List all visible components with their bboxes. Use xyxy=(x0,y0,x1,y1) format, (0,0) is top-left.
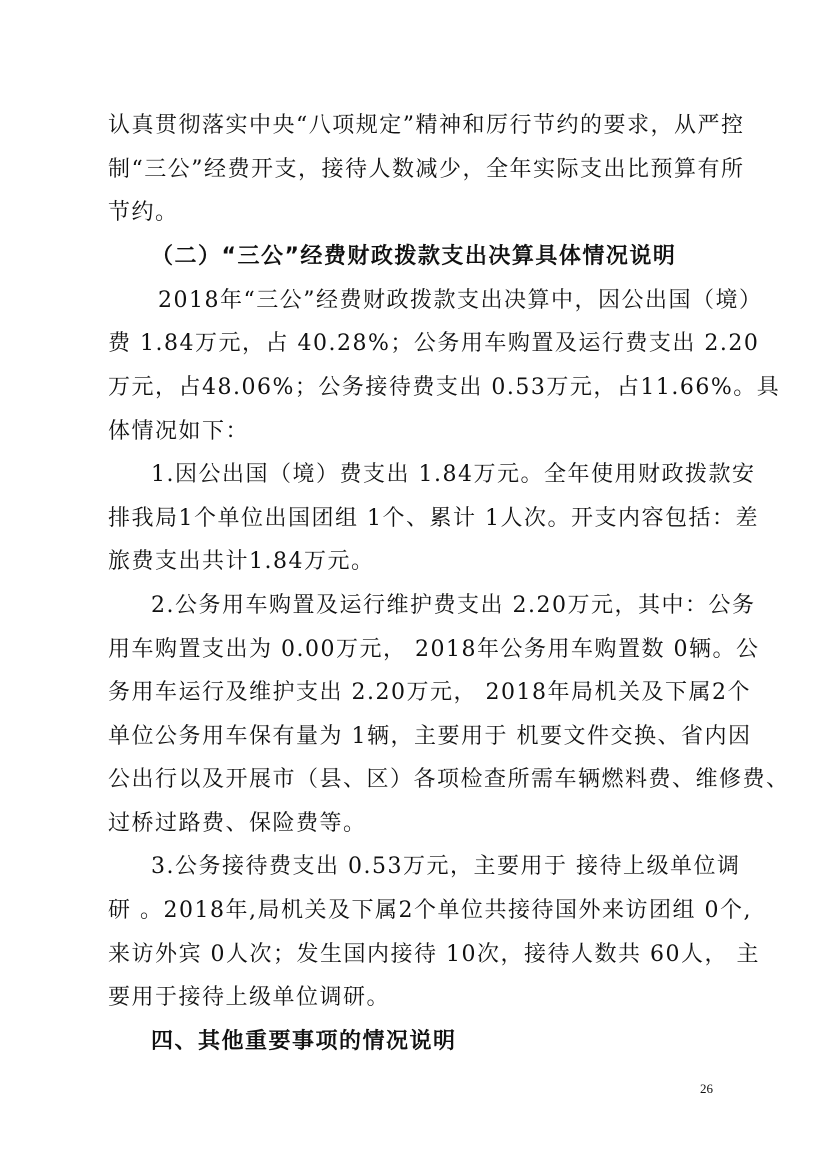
paragraph-line: 要用于接待上级单位调研。 xyxy=(108,985,391,1010)
section-heading: （二）“三公”经费财政拨款支出决算具体情况说明 xyxy=(151,244,677,269)
paragraph-line: 2.公务用车购置及运行维护费支出 2.20万元，其中：公务 xyxy=(151,593,756,618)
paragraph-line: 体情况如下： xyxy=(108,419,250,444)
paragraph-line: 公出行以及开展市（县、区）各项检查所需车辆燃料费、维修费、 xyxy=(108,767,790,792)
section-heading: 四、其他重要事项的情况说明 xyxy=(151,1029,457,1054)
paragraph-line: 排我局1个单位出国团组 1个、累计 1人次。开支内容包括：差 xyxy=(108,506,759,531)
paragraph-line: 来访外宾 0人次；发生国内接待 10次，接待人数共 60人， 主 xyxy=(108,942,760,967)
paragraph-line: 单位公务用车保有量为 1辆，主要用于 机要文件交换、省内因 xyxy=(108,724,752,749)
paragraph-line: 节约。 xyxy=(108,200,179,225)
paragraph-line: 1.因公出国（境）费支出 1.84万元。全年使用财政拨款安 xyxy=(151,462,756,487)
paragraph-line: 旅费支出共计1.84万元。 xyxy=(108,549,375,574)
paragraph-line: 认真贯彻落实中央“八项规定”精神和厉行节约的要求，从严控 xyxy=(108,113,745,138)
paragraph-line: 费 1.84万元，占 40.28%；公务用车购置及运行费支出 2.20 xyxy=(108,331,760,356)
paragraph-line: 研 。2018年,局机关及下属2个单位共接待国外来访团组 0个, xyxy=(108,898,752,923)
page-number: 26 xyxy=(700,1081,713,1096)
paragraph-line: 制“三公”经费开支，接待人数减少，全年实际支出比预算有所 xyxy=(108,157,745,182)
paragraph-line: 务用车运行及维护支出 2.20万元， 2018年局机关及下属2个 xyxy=(108,680,751,705)
paragraph-line: 2018年“三公”经费财政拨款支出决算中，因公出国（境） xyxy=(158,288,763,313)
paragraph-line: 用车购置支出为 0.00万元， 2018年公务用车购置数 0辆。公 xyxy=(108,637,760,662)
paragraph-line: 万元，占48.06%；公务接待费支出 0.53万元，占11.66%。具 xyxy=(108,375,781,400)
paragraph-line: 3.公务接待费支出 0.53万元，主要用于 接待上级单位调 xyxy=(151,854,741,879)
paragraph-line: 过桥过路费、保险费等。 xyxy=(108,811,367,836)
